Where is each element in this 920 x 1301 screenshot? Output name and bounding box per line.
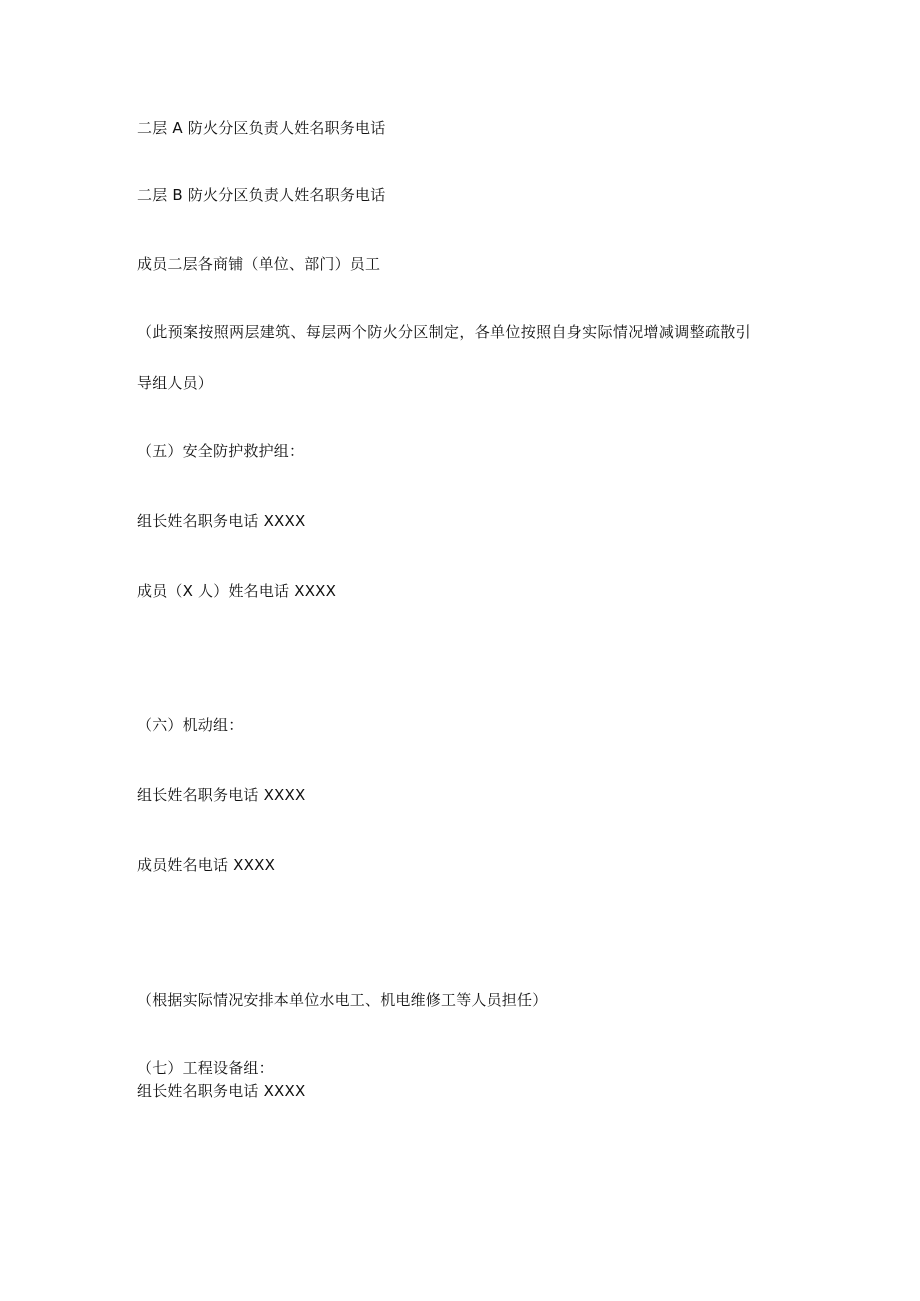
note-line: （根据实际情况安排本单位水电工、机电维修工等人员担任） [137, 991, 548, 1009]
text-line: 二层 B 防火分区负责人姓名职务电话 [137, 186, 386, 204]
text-line: 二层 A 防火分区负责人姓名职务电话 [137, 119, 386, 137]
section-heading: （七）工程设备组： [137, 1059, 274, 1077]
text-line: 成员姓名电话 XXXX [137, 856, 276, 874]
text-line: 成员（X 人）姓名电话 XXXX [137, 582, 337, 600]
text-line: 成员二层各商铺（单位、部门）员工 [137, 255, 381, 273]
section-heading: （六）机动组： [137, 716, 244, 734]
text-line: 组长姓名职务电话 XXXX [137, 1082, 306, 1100]
text-line: （此预案按照两层建筑、每层两个防火分区制定，各单位按照自身实际情况增减调整疏散引 [137, 323, 752, 341]
section-heading: （五）安全防护救护组： [137, 442, 305, 460]
text-line: 导组人员） [137, 374, 214, 392]
text-line: 组长姓名职务电话 XXXX [137, 512, 306, 530]
text-line: 组长姓名职务电话 XXXX [137, 786, 306, 804]
